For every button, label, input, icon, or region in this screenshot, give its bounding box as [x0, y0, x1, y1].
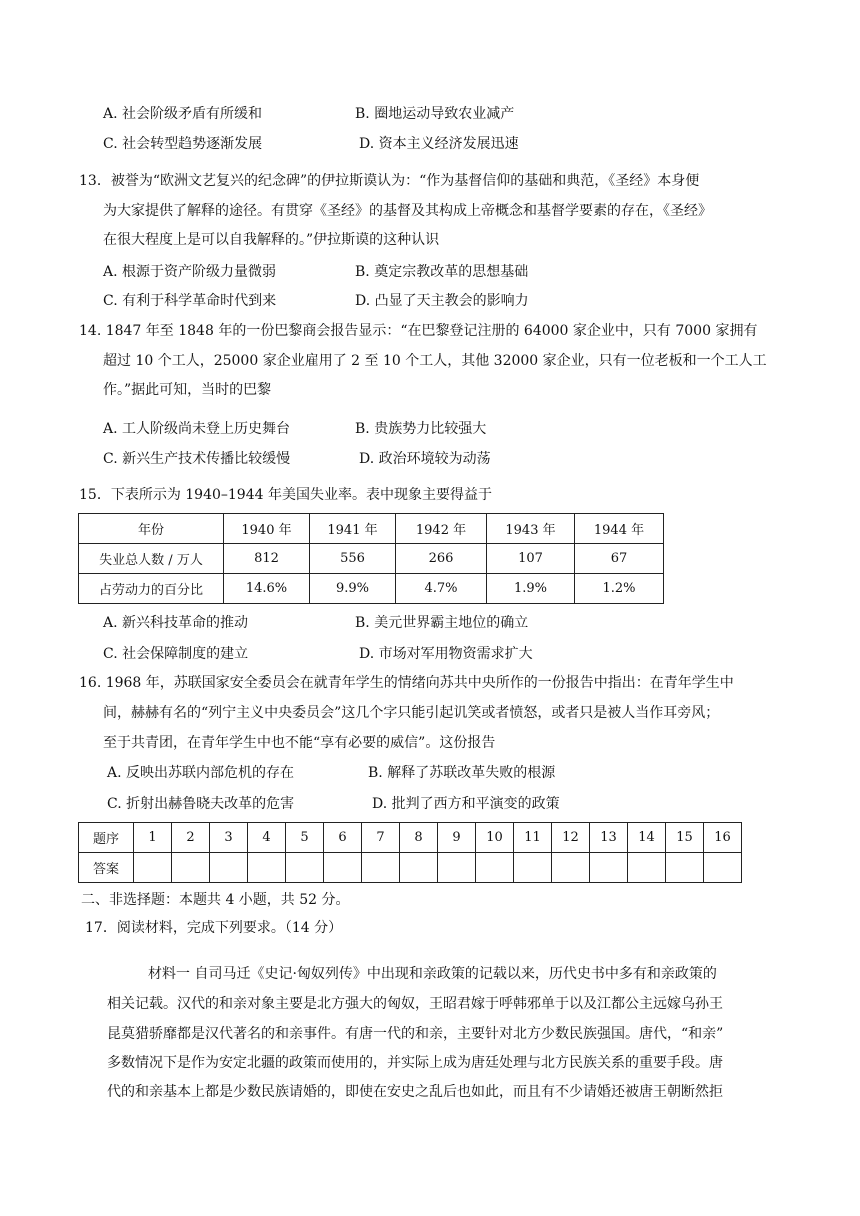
table-cell: 4.7%	[396, 574, 487, 604]
table-cell: 107	[487, 544, 575, 574]
answer-blank-cell[interactable]	[210, 853, 248, 883]
section-heading: 二、非选择题：本题共 4 小题，共 52 分。	[81, 892, 350, 908]
question-number-cell: 15	[666, 823, 704, 853]
question-number-cell: 2	[172, 823, 210, 853]
q16-stem-line-1: 16. 1968 年，苏联国家安全委员会在就青年学生的情绪向苏共中央所作的一份报告中指出：在青年学生中	[79, 675, 734, 691]
table-header-cell: 1943 年	[487, 514, 575, 544]
q15-stem: 15．下表所示为 1940–1944 年美国失业率。表中现象主要得益于	[79, 487, 492, 503]
question-number-cell: 5	[286, 823, 324, 853]
q14-stem-line-1: 14. 1847 年至 1848 年的一份巴黎商会报告显示：“在巴黎登记注册的 64000 家企业中，只有 7000 家拥有	[79, 323, 758, 339]
q12-option-b: B. 圈地运动导致农业减产	[355, 106, 515, 122]
answer-blank-cell[interactable]	[628, 853, 666, 883]
table-header-cell: 1940 年	[224, 514, 310, 544]
q16-stem-line-3: 至于共青团，在青年学生中也不能“享有必要的威信”。这份报告	[103, 735, 496, 751]
question-number-cell: 1	[134, 823, 172, 853]
material-line: 相关记载。汉代的和亲对象主要是北方强大的匈奴，王昭君嫁于呼韩邪单于以及江都公主远嫁乌孙王	[107, 996, 723, 1012]
table-header-row	[79, 514, 664, 544]
answer-blank-cell[interactable]	[286, 853, 324, 883]
answer-blank-cell[interactable]	[514, 853, 552, 883]
question-number-cell: 8	[400, 823, 438, 853]
q17-stem: 17．阅读材料，完成下列要求。（14 分）	[85, 920, 343, 936]
answer-blank-cell[interactable]	[172, 853, 210, 883]
answer-blank-cell[interactable]	[438, 853, 476, 883]
question-number-cell: 9	[438, 823, 476, 853]
table-row	[79, 544, 664, 574]
q13-stem-line-3: 在很大程度上是可以自我解释的。”伊拉斯谟的这种认识	[103, 232, 440, 248]
q16-option-c: C. 折射出赫鲁晓夫改革的危害	[107, 796, 295, 812]
question-number-cell: 10	[476, 823, 514, 853]
q14-stem-line-2: 超过 10 个工人，25000 家企业雇用了 2 至 10 个工人，其他 32000 家企业，只有一位老板和一个工人工	[103, 353, 767, 369]
q13-option-b: B. 奠定宗教改革的思想基础	[355, 264, 529, 280]
question-number-cell: 16	[704, 823, 742, 853]
answer-blank-cell[interactable]	[476, 853, 514, 883]
q13-option-d: D. 凸显了天主教会的影响力	[355, 293, 529, 309]
table-cell: 失业总人数 / 万人	[79, 544, 224, 574]
answer-blank-cell[interactable]	[666, 853, 704, 883]
table-cell: 1.9%	[487, 574, 575, 604]
table-cell: 1.2%	[575, 574, 664, 604]
q13-option-a: A. 根源于资产阶级力量微弱	[103, 264, 277, 280]
answer-blank-cell[interactable]	[704, 853, 742, 883]
table-header-cell: 1941 年	[310, 514, 396, 544]
question-number-cell: 4	[248, 823, 286, 853]
question-number-cell: 7	[362, 823, 400, 853]
q14-stem-line-3: 作。”据此可知，当时的巴黎	[103, 382, 272, 398]
table-header-cell: 1942 年	[396, 514, 487, 544]
table-header-cell: 年份	[79, 514, 224, 544]
question-number-cell: 11	[514, 823, 552, 853]
unemployment-table	[78, 513, 664, 604]
material-line: 多数情况下是作为安定北疆的政策而使用的，并实际上成为唐廷处理与北方民族关系的重要手段。唐	[107, 1055, 723, 1071]
table-cell: 14.6%	[224, 574, 310, 604]
answer-row-label: 答案	[79, 853, 134, 883]
table-cell: 556	[310, 544, 396, 574]
question-number-cell: 14	[628, 823, 666, 853]
q14-option-d: D. 政治环境较为动荡	[359, 451, 491, 467]
q14-option-c: C. 新兴生产技术传播比较缓慢	[103, 451, 291, 467]
table-cell: 266	[396, 544, 487, 574]
table-row	[79, 574, 664, 604]
answer-row-label: 题序	[79, 823, 134, 853]
material-line: 代的和亲基本上都是少数民族请婚的，即使在安史之乱后也如此，而且有不少请婚还被唐王朝断然拒	[107, 1084, 723, 1100]
question-number-cell: 3	[210, 823, 248, 853]
question-number-cell: 6	[324, 823, 362, 853]
q12-option-c: C. 社会转型趋势逐渐发展	[103, 136, 263, 152]
table-cell: 占劳动力的百分比	[79, 574, 224, 604]
q16-option-d: D. 批判了西方和平演变的政策	[372, 796, 560, 812]
answer-table	[78, 822, 742, 883]
q16-option-b: B. 解释了苏联改革失败的根源	[368, 765, 556, 781]
table-cell: 9.9%	[310, 574, 396, 604]
q15-option-a: A. 新兴科技革命的推动	[103, 615, 249, 631]
q16-stem-line-2: 间，赫赫有名的“列宁主义中央委员会”这几个字只能引起讥笑或者愤怒，或者只是被人当作耳旁风；	[103, 705, 720, 721]
q16-option-a: A. 反映出苏联内部危机的存在	[107, 765, 295, 781]
answer-blank-cell[interactable]	[590, 853, 628, 883]
material-line: 材料一 自司马迁《史记·匈奴列传》中出现和亲政策的记载以来，历代史书中多有和亲政策的	[148, 966, 717, 982]
q15-option-d: D. 市场对军用物资需求扩大	[359, 646, 533, 662]
q13-option-c: C. 有利于科学革命时代到来	[103, 293, 277, 309]
q15-option-b: B. 美元世界霸主地位的确立	[355, 615, 529, 631]
table-cell: 812	[224, 544, 310, 574]
table-cell: 67	[575, 544, 664, 574]
q13-stem-line-1: 13．被誉为“欧洲文艺复兴的纪念碑”的伊拉斯谟认为：“作为基督信仰的基础和典范，《圣经》本身便	[79, 173, 700, 189]
answer-blank-cell[interactable]	[324, 853, 362, 883]
question-number-cell: 12	[552, 823, 590, 853]
answer-blank-cell[interactable]	[400, 853, 438, 883]
q15-option-c: C. 社会保障制度的建立	[103, 646, 249, 662]
q13-stem-line-2: 为大家提供了解释的途径。有贯穿《圣经》的基督及其构成上帝概念和基督学要素的存在，《圣经》	[103, 203, 712, 219]
q14-option-a: A. 工人阶级尚未登上历史舞台	[103, 421, 291, 437]
answer-blank-cell[interactable]	[552, 853, 590, 883]
q14-option-b: B. 贵族势力比较强大	[355, 421, 487, 437]
material-line: 昆莫猎骄靡都是汉代著名的和亲事件。有唐一代的和亲，主要针对北方少数民族强国。唐代，“和亲”	[107, 1026, 724, 1042]
question-number-cell: 13	[590, 823, 628, 853]
answer-number-row	[79, 823, 742, 853]
table-header-cell: 1944 年	[575, 514, 664, 544]
answer-fill-row	[79, 853, 742, 883]
q12-option-d: D. 资本主义经济发展迅速	[359, 136, 519, 152]
answer-blank-cell[interactable]	[134, 853, 172, 883]
q12-option-a: A. 社会阶级矛盾有所缓和	[103, 106, 263, 122]
answer-blank-cell[interactable]	[248, 853, 286, 883]
answer-blank-cell[interactable]	[362, 853, 400, 883]
